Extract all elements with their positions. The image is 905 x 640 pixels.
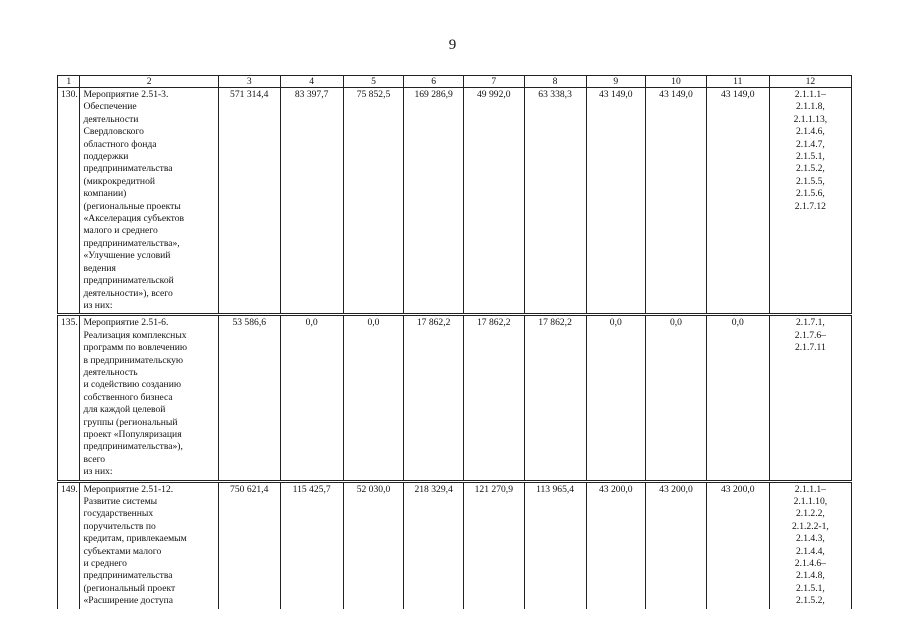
- code-line: 2.1.1.1–: [794, 483, 826, 495]
- description-line: собственного бизнеса: [83, 391, 173, 403]
- column-header: 3: [218, 76, 280, 88]
- description-line: Мероприятие 2.51-3.: [83, 89, 169, 100]
- header-row: [58, 76, 852, 88]
- description-line: программ по вовлечению: [83, 342, 188, 354]
- description-line: компании): [83, 188, 127, 200]
- description-line: предпринимательской: [83, 275, 174, 287]
- description-line: предпринимательства: [83, 570, 173, 582]
- value-cell: 169 286,9: [404, 88, 464, 315]
- column-header: 9: [586, 76, 646, 88]
- value-cell: 52 030,0: [343, 481, 404, 609]
- description-line: для каждой целевой: [83, 404, 166, 416]
- code-line: 2.1.2.2-1,: [792, 520, 829, 532]
- column-header: 5: [343, 76, 404, 88]
- row-number: 149.: [58, 481, 80, 609]
- description-line: из них:: [83, 299, 113, 311]
- code-line: 2.1.1.1–: [794, 89, 826, 100]
- description-line: малого и среднего: [83, 225, 158, 237]
- value-cell: 75 852,5: [343, 88, 404, 315]
- description-line: Реализация комплексных: [83, 329, 187, 341]
- column-header: 1: [58, 76, 80, 88]
- description-line: ведения: [83, 262, 116, 274]
- code-line: 2.1.5.1,: [796, 582, 825, 594]
- code-line: 2.1.5.1,: [796, 151, 825, 163]
- description-line: Свердловского: [83, 126, 144, 138]
- code-line: 2.1.4.4,: [796, 545, 825, 557]
- column-header: 7: [463, 76, 524, 88]
- value-cell: 0,0: [343, 315, 404, 481]
- code-line: 2.1.5.2,: [796, 595, 825, 607]
- value-cell: 121 270,9: [463, 481, 524, 609]
- code-line: 2.1.5.5,: [796, 175, 825, 187]
- activity-description: [80, 88, 218, 315]
- description-line: деятельности: [83, 113, 139, 125]
- description-line: «Акселерация субъектов: [83, 213, 185, 225]
- value-cell: 63 338,3: [524, 88, 586, 315]
- row-number: 135.: [58, 315, 80, 481]
- description-line: «Расширение доступа: [83, 595, 174, 607]
- value-cell: 0,0: [706, 315, 769, 481]
- row-number: 130.: [58, 88, 80, 315]
- description-line: поручительств по: [83, 520, 156, 532]
- table-row: [58, 315, 852, 481]
- column-header: 10: [646, 76, 707, 88]
- value-cell: 43 149,0: [646, 88, 707, 315]
- code-line: 2.1.4.3,: [796, 533, 825, 545]
- value-cell: 571 314,4: [218, 88, 280, 315]
- value-cell: 49 992,0: [463, 88, 524, 315]
- value-cell: 750 621,4: [218, 481, 280, 609]
- target-codes: [769, 315, 851, 481]
- description-line: и среднего: [83, 558, 127, 570]
- code-line: 2.1.5.2,: [796, 163, 825, 175]
- value-cell: 0,0: [280, 315, 343, 481]
- budget-table: [57, 75, 852, 609]
- value-cell: 43 149,0: [586, 88, 646, 315]
- target-codes: [769, 88, 851, 315]
- value-cell: 113 965,4: [524, 481, 586, 609]
- value-cell: 218 329,4: [404, 481, 464, 609]
- code-line: 2.1.7.12: [794, 200, 826, 212]
- column-header: 2: [80, 76, 218, 88]
- value-cell: 43 200,0: [646, 481, 707, 609]
- column-header: 8: [524, 76, 586, 88]
- code-line: 2.1.7.11: [794, 342, 826, 354]
- activity-description: [80, 315, 218, 481]
- description-line: государственных: [83, 508, 154, 520]
- code-line: 2.1.5.6,: [796, 188, 825, 200]
- description-line: (региональные проекты: [83, 200, 181, 212]
- description-line: деятельности»), всего: [83, 287, 173, 299]
- description-line: Мероприятие 2.51-12.: [83, 483, 174, 495]
- description-line: в предпринимательскую: [83, 354, 184, 366]
- column-header: 4: [280, 76, 343, 88]
- column-header: 12: [769, 76, 851, 88]
- column-header: 6: [404, 76, 464, 88]
- description-line: кредитам, привлекаемым: [83, 533, 187, 545]
- description-line: предпринимательства: [83, 163, 173, 175]
- description-line: субъектами малого: [83, 545, 162, 557]
- description-line: деятельность: [83, 366, 138, 378]
- value-cell: 53 586,6: [218, 315, 280, 481]
- description-line: из них:: [83, 466, 113, 478]
- value-cell: 115 425,7: [280, 481, 343, 609]
- value-cell: 0,0: [646, 315, 707, 481]
- description-line: группы (региональный: [83, 416, 178, 428]
- column-header: 11: [706, 76, 769, 88]
- description-line: (региональный проект: [83, 582, 176, 594]
- description-line: предпринимательства»),: [83, 441, 183, 453]
- description-line: поддержки: [83, 151, 129, 163]
- code-line: 2.1.4.6–: [794, 558, 826, 570]
- description-line: Обеспечение: [83, 101, 137, 113]
- code-line: 2.1.1.13,: [793, 113, 828, 125]
- value-cell: 43 200,0: [706, 481, 769, 609]
- table-row: [58, 481, 852, 609]
- description-line: Мероприятие 2.51-6.: [83, 317, 169, 329]
- value-cell: 0,0: [586, 315, 646, 481]
- description-line: и содействию созданию: [83, 379, 181, 391]
- code-line: 2.1.7.6–: [794, 329, 826, 341]
- code-line: 2.1.2.2,: [796, 508, 825, 520]
- code-line: 2.1.4.8,: [796, 570, 825, 582]
- code-line: 2.1.4.6,: [796, 126, 825, 138]
- description-line: всего: [83, 453, 106, 465]
- value-cell: 17 862,2: [524, 315, 586, 481]
- description-line: Развитие системы: [83, 496, 158, 507]
- value-cell: 83 397,7: [280, 88, 343, 315]
- table-row: [58, 88, 852, 315]
- code-line: 2.1.7.1,: [796, 317, 825, 329]
- page-number: 9: [448, 37, 457, 53]
- activity-description: [80, 481, 218, 609]
- description-line: областного фонда: [83, 138, 157, 150]
- code-line: 2.1.1.10,: [793, 496, 828, 507]
- code-line: 2.1.1.8,: [796, 101, 825, 113]
- description-line: (микрокредитной: [83, 175, 156, 187]
- value-cell: 43 200,0: [586, 481, 646, 609]
- value-cell: 17 862,2: [404, 315, 464, 481]
- target-codes: [769, 481, 851, 609]
- value-cell: 43 149,0: [706, 88, 769, 315]
- description-line: предпринимательства»,: [83, 237, 180, 249]
- description-line: «Улучшение условий: [83, 250, 171, 262]
- description-line: проект «Популяризация: [83, 428, 182, 440]
- code-line: 2.1.4.7,: [796, 138, 825, 150]
- value-cell: 17 862,2: [463, 315, 524, 481]
